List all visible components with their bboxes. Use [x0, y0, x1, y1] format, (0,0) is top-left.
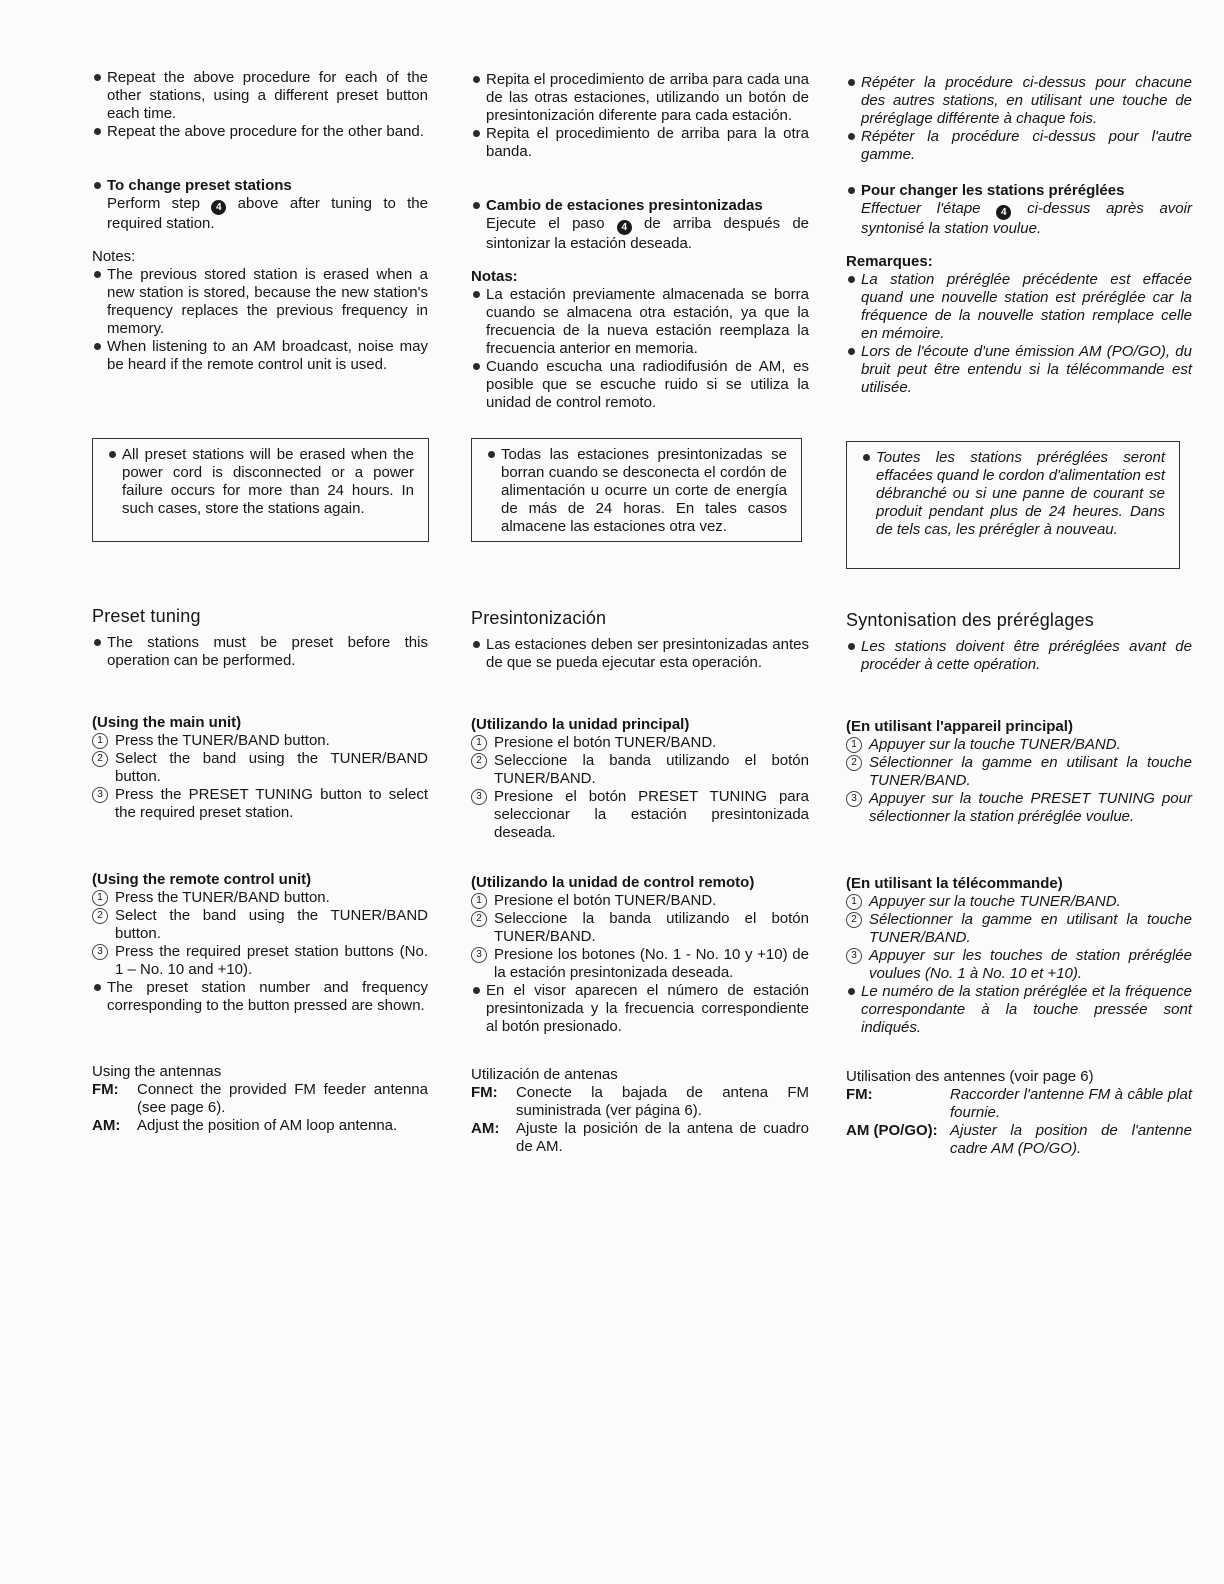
change-preset-section — [471, 197, 809, 253]
am-label: AM: — [92, 1117, 121, 1134]
remote-heading: (En utilisant la télécommande) — [846, 875, 1063, 892]
main-unit-section — [92, 714, 428, 822]
note-1: La estación previamente almacenada se borra cuando se almacena otra estación, ya que la frecuencia de la nueva estación reemplaza la frecuencia anterior en memoria. — [471, 286, 809, 358]
circle-number-2-icon: 2 — [92, 908, 108, 924]
remote-heading: (Using the remote control unit) — [92, 871, 312, 888]
remote-step-3: 3 Press the required preset station buttons (No. 1 – No. 10 and +10). — [92, 943, 428, 979]
antennas-heading: Using the antennas — [92, 1063, 222, 1080]
remote-note: Le numéro de la station préréglée et la fréquence correspondante à la touche pressée sont indiqués. — [846, 983, 1192, 1037]
am-text: Adjust the position of AM loop antenna. — [137, 1117, 398, 1134]
section-title-preset-tuning: Preset tuning — [92, 606, 201, 626]
preset-note: Les stations doivent être préréglées avant de procéder à cette opération. — [846, 638, 1192, 674]
step-4-icon: 4 — [996, 205, 1011, 220]
notes-section — [92, 248, 428, 374]
fm-label: FM: — [92, 1081, 119, 1098]
remote-step-1: 1 Presione el botón TUNER/BAND. — [471, 892, 809, 910]
antennas-list — [846, 1086, 1192, 1158]
fm-text: Raccorder l'antenne FM à câble plat fournie. — [950, 1086, 1192, 1121]
warning-text: All preset stations will be erased when the power cord is disconnected or a power failure occurs for more than 24 hours. In such cases, store the stations again. — [107, 446, 414, 518]
main-step-1: 1 Press the TUNER/BAND button. — [92, 732, 428, 750]
bullet-repeat-2: Repita el procedimiento de arriba para la otra banda. — [471, 125, 809, 161]
warning-box — [471, 438, 802, 542]
change-preset-heading: Pour changer les stations préréglées — [846, 182, 1192, 200]
notes-section — [846, 253, 1192, 397]
circle-number-3-icon: 3 — [471, 947, 487, 963]
circle-number-2-icon: 2 — [846, 755, 862, 771]
section-title-preset-tuning: Presintonización — [471, 608, 607, 628]
fm-text: Conecte la bajada de antena FM suministrada (ver página 6). — [516, 1084, 809, 1119]
am-text: Ajuste la posición de la antena de cuadro de AM. — [516, 1120, 809, 1155]
fm-text: Connect the provided FM feeder antenna (see page 6). — [137, 1081, 428, 1116]
repeat-list — [92, 69, 428, 141]
remote-step-3: 3 Appuyer sur les touches de station préréglée voulues (No. 1 à No. 10 et +10). — [846, 947, 1192, 983]
change-preset-section — [846, 182, 1192, 238]
main-unit-section — [846, 718, 1192, 826]
main-step-2: 2 Seleccione la banda utilizando el botón TUNER/BAND. — [471, 752, 809, 788]
bullet-repeat-2: Repeat the above procedure for the other band. — [92, 123, 428, 141]
circle-number-3-icon: 3 — [471, 789, 487, 805]
antennas-section — [846, 1068, 1192, 1158]
circle-number-1-icon: 1 — [471, 735, 487, 751]
preset-note: Las estaciones deben ser presintonizadas antes de que se pueda ejecutar esta operación. — [471, 636, 809, 672]
antennas-heading: Utilisation des antennes (voir page 6) — [846, 1068, 1094, 1085]
preset-tuning-section — [92, 607, 428, 670]
step-4-icon: 4 — [211, 200, 226, 215]
step-4-icon: 4 — [617, 220, 632, 235]
circle-number-3-icon: 3 — [92, 787, 108, 803]
main-step-2: 2 Sélectionner la gamme en utilisant la touche TUNER/BAND. — [846, 754, 1192, 790]
remote-step-2: 2 Sélectionner la gamme en utilisant la touche TUNER/BAND. — [846, 911, 1192, 947]
am-label: AM: — [471, 1120, 500, 1137]
change-preset-text: Ejecute el paso 4 de arriba después de sintonizar la estación deseada. — [486, 215, 810, 252]
remote-step-2: 2 Select the band using the TUNER/BAND button. — [92, 907, 428, 943]
am-text: Ajuster la position de l'antenne cadre AM (PO/GO). — [950, 1122, 1192, 1157]
preset-note: The stations must be preset before this operation can be performed. — [92, 634, 428, 670]
circle-number-1-icon: 1 — [846, 894, 862, 910]
circle-number-3-icon: 3 — [846, 791, 862, 807]
note-2: When listening to an AM broadcast, noise may be heard if the remote control unit is used. — [92, 338, 428, 374]
preset-tuning-section — [471, 609, 809, 672]
change-preset-text: Perform step 4 above after tuning to the required station. — [107, 195, 428, 232]
remote-note: The preset station number and frequency corresponding to the button pressed are shown. — [92, 979, 428, 1015]
main-step-1: 1 Appuyer sur la touche TUNER/BAND. — [846, 736, 1192, 754]
warning-box — [846, 441, 1180, 569]
notes-heading: Remarques: — [846, 253, 933, 270]
main-unit-heading: (Using the main unit) — [92, 714, 242, 731]
circle-number-3-icon: 3 — [846, 948, 862, 964]
notes-section — [471, 268, 809, 412]
note-1: La station préréglée précédente est effacée quand une nouvelle station est préréglée car la fréquence de la nouvelle station remplace celle en mémoire. — [846, 271, 1192, 343]
section-title-preset-tuning: Syntonisation des préréglages — [846, 610, 1094, 630]
antennas-section — [92, 1063, 428, 1135]
main-unit-section — [471, 716, 809, 842]
remote-step-1: 1 Appuyer sur la touche TUNER/BAND. — [846, 893, 1192, 911]
main-step-2: 2 Select the band using the TUNER/BAND button. — [92, 750, 428, 786]
repeat-list — [846, 74, 1192, 164]
bullet-repeat-1: Repita el procedimiento de arriba para cada una de las otras estaciones, utilizando un botón de presintonización diferente para cada estación. — [471, 71, 809, 125]
am-label: AM (PO/GO): — [846, 1122, 938, 1139]
main-step-3: 3 Press the PRESET TUNING button to select the required preset station. — [92, 786, 428, 822]
warning-text: Toutes les stations préréglées seront effacées quand le cordon d'alimentation est débranché ou si une panne de courant se produit pendant plus de 24 heures. Dans de tels cas, les prérégler à nouveau. — [861, 449, 1165, 539]
repeat-list — [471, 71, 809, 161]
change-preset-section — [92, 177, 428, 233]
bullet-repeat-1: Répéter la procédure ci-dessus pour chacune des autres stations, en utilisant une touche de préréglage différente à chaque fois. — [846, 74, 1192, 128]
circle-number-2-icon: 2 — [471, 753, 487, 769]
antennas-list — [92, 1081, 428, 1135]
circle-number-1-icon: 1 — [846, 737, 862, 753]
warning-text: Todas las estaciones presintonizadas se borran cuando se desconecta el cordón de alimentación u ocurre un corte de energía de más de 24 horas. En tales casos almacene las estaciones otra vez. — [486, 446, 787, 536]
circle-number-1-icon: 1 — [92, 890, 108, 906]
note-2: Cuando escucha una radiodifusión de AM, es posible que se escuche ruido si se utiliza la unidad de control remoto. — [471, 358, 809, 412]
remote-section — [846, 875, 1192, 1037]
remote-step-2: 2 Seleccione la banda utilizando el botón TUNER/BAND. — [471, 910, 809, 946]
bullet-repeat-1: Repeat the above procedure for each of the other stations, using a different preset button each time. — [92, 69, 428, 123]
remote-section — [92, 871, 428, 1015]
circle-number-3-icon: 3 — [92, 944, 108, 960]
bullet-repeat-2: Répéter la procédure ci-dessus pour l'autre gamme. — [846, 128, 1192, 164]
warning-box — [92, 438, 429, 542]
remote-note: En el visor aparecen el número de estación presintonizada y la frecuencia correspondiente al botón presionado. — [471, 982, 809, 1036]
preset-tuning-section — [846, 611, 1192, 674]
circle-number-2-icon: 2 — [471, 911, 487, 927]
fm-label: FM: — [846, 1086, 873, 1103]
main-unit-heading: (Utilizando la unidad principal) — [471, 716, 690, 733]
main-step-3: 3 Appuyer sur la touche PRESET TUNING pour sélectionner la station préréglée voulue. — [846, 790, 1192, 826]
circle-number-2-icon: 2 — [92, 751, 108, 767]
notes-heading: Notas: — [471, 268, 518, 285]
main-step-1: 1 Presione el botón TUNER/BAND. — [471, 734, 809, 752]
circle-number-1-icon: 1 — [471, 893, 487, 909]
remote-heading: (Utilizando la unidad de control remoto) — [471, 874, 755, 891]
fm-label: FM: — [471, 1084, 498, 1101]
antennas-heading: Utilización de antenas — [471, 1066, 618, 1083]
change-preset-heading: To change preset stations — [92, 177, 428, 195]
remote-step-3: 3 Presione los botones (No. 1 - No. 10 y +10) de la estación presintonizada deseada. — [471, 946, 809, 982]
change-preset-text: Effectuer l'étape 4 ci-dessus après avoir syntonisé la station voulue. — [861, 200, 1192, 237]
note-1: The previous stored station is erased when a new station is stored, because the new station's frequency replaces the previous frequency in memory. — [92, 266, 428, 338]
circle-number-2-icon: 2 — [846, 912, 862, 928]
note-2: Lors de l'écoute d'une émission AM (PO/GO), du bruit peut être entendu si la télécommande est utilisée. — [846, 343, 1192, 397]
main-unit-heading: (En utilisant l'appareil principal) — [846, 718, 1073, 735]
antennas-list — [471, 1084, 809, 1156]
notes-heading: Notes: — [92, 248, 136, 265]
main-step-3: 3 Presione el botón PRESET TUNING para seleccionar la estación presintonizada deseada. — [471, 788, 809, 842]
circle-number-1-icon: 1 — [92, 733, 108, 749]
remote-section — [471, 874, 809, 1036]
remote-step-1: 1 Press the TUNER/BAND button. — [92, 889, 428, 907]
change-preset-heading: Cambio de estaciones presintonizadas — [471, 197, 809, 215]
antennas-section — [471, 1066, 809, 1156]
